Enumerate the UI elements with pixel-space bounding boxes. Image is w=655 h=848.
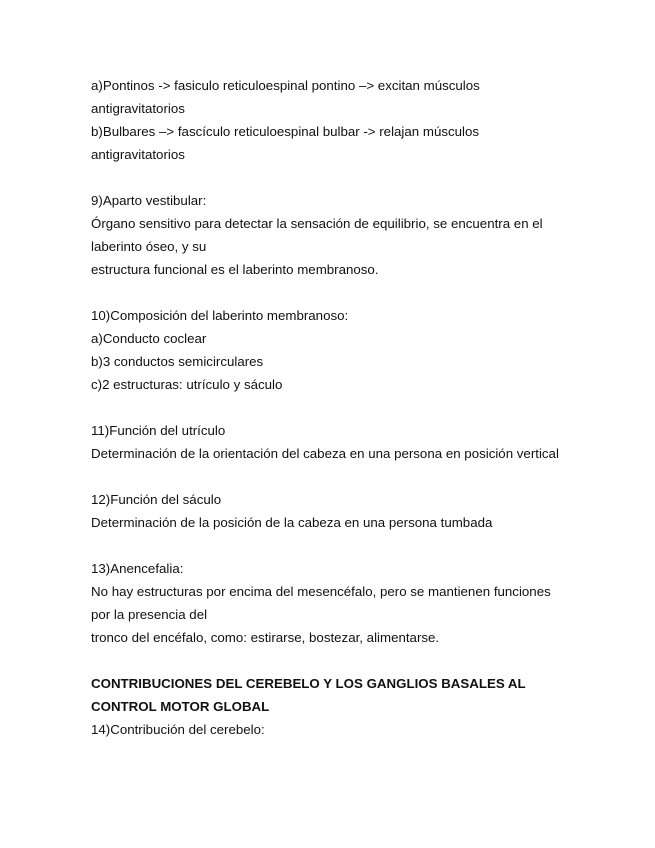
paragraph-gap bbox=[91, 465, 631, 488]
block-anencefalia bbox=[91, 557, 631, 649]
heading-line: CONTRIBUCIONES DEL CEREBELO Y LOS GANGLIOS BASALES AL bbox=[91, 676, 526, 691]
text-line: 13)Anencefalia: bbox=[91, 561, 184, 576]
block-reticulospinal bbox=[91, 74, 631, 166]
block-saculo bbox=[91, 488, 631, 534]
paragraph-gap bbox=[91, 534, 631, 557]
text-line: tronco del encéfalo, como: estirarse, bostezar, alimentarse. bbox=[91, 630, 440, 645]
section-heading bbox=[91, 672, 631, 718]
text-line: antigravitatorios bbox=[91, 147, 185, 162]
paragraph-gap bbox=[91, 166, 631, 189]
block-utriculo bbox=[91, 419, 631, 465]
text-line: 14)Contribución del cerebelo: bbox=[91, 722, 265, 737]
document-page bbox=[91, 74, 631, 741]
block-cerebelo bbox=[91, 718, 631, 741]
paragraph-gap bbox=[91, 649, 631, 672]
text-line: Determinación de la posición de la cabeza en una persona tumbada bbox=[91, 515, 493, 530]
text-line: c)2 estructuras: utrículo y sáculo bbox=[91, 377, 283, 392]
text-line: Órgano sensitivo para detectar la sensación de equilibrio, se encuentra en el bbox=[91, 216, 543, 231]
text-line: 11)Función del utrículo bbox=[91, 423, 226, 438]
text-line: b)Bulbares –> fascículo reticuloespinal bulbar -> relajan músculos bbox=[91, 124, 480, 139]
text-line: 10)Composición del laberinto membranoso: bbox=[91, 308, 349, 323]
text-line: a)Pontinos -> fasiculo reticuloespinal pontino –> excitan músculos bbox=[91, 78, 480, 93]
text-line: antigravitatorios bbox=[91, 101, 185, 116]
block-laberinto bbox=[91, 304, 631, 396]
text-line: 12)Función del sáculo bbox=[91, 492, 222, 507]
text-line: laberinto óseo, y su bbox=[91, 239, 207, 254]
paragraph-gap bbox=[91, 281, 631, 304]
text-line: No hay estructuras por encima del mesencéfalo, pero se mantienen funciones bbox=[91, 584, 551, 599]
text-line: b)3 conductos semicirculares bbox=[91, 354, 264, 369]
block-vestibular bbox=[91, 189, 631, 281]
text-line: Determinación de la orientación del cabeza en una persona en posición vertical bbox=[91, 446, 559, 461]
paragraph-gap bbox=[91, 396, 631, 419]
text-line: por la presencia del bbox=[91, 607, 208, 622]
text-line: a)Conducto coclear bbox=[91, 331, 207, 346]
text-line: 9)Aparto vestibular: bbox=[91, 193, 207, 208]
heading-line: CONTROL MOTOR GLOBAL bbox=[91, 699, 270, 714]
text-line: estructura funcional es el laberinto membranoso. bbox=[91, 262, 379, 277]
